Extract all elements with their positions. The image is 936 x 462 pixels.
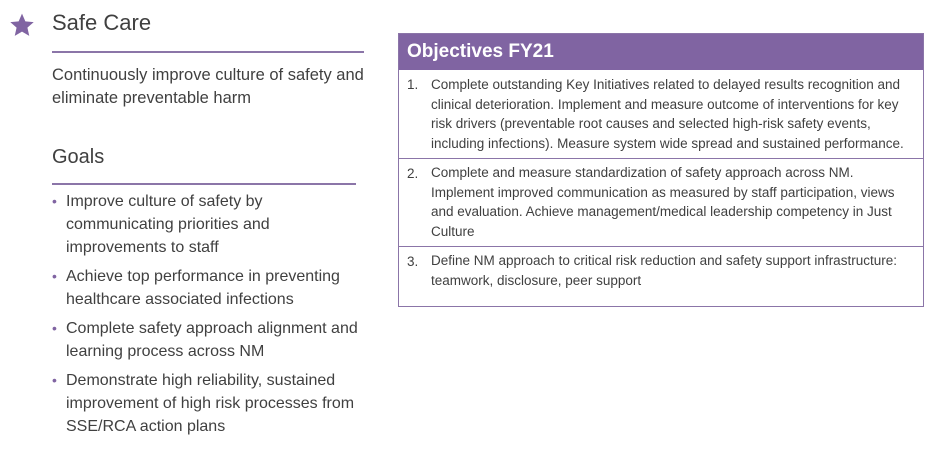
- goals-heading: Goals: [52, 146, 105, 168]
- goal-text: Complete safety approach alignment and learning process across NM: [66, 320, 358, 360]
- page-title: Safe Care: [52, 10, 152, 35]
- goals-divider: [52, 183, 356, 185]
- goal-text: Improve culture of safety by communicating priorities and improvements to staff: [66, 193, 270, 256]
- goal-item: [52, 190, 362, 259]
- objective-text: Complete outstanding Key Initiatives related to delayed results recognition and clinical deterioration. Implement and measure outcome of interventions for key risk drivers (preventable root causes and selected high-risk safety events, including infections). Measure system wide spread and sustained performance.: [431, 77, 904, 151]
- objectives-list: [399, 70, 923, 306]
- star-icon: [9, 12, 35, 38]
- goals-list: [52, 190, 362, 444]
- goal-item: [52, 369, 362, 438]
- bullet-icon: •: [52, 193, 57, 209]
- objective-number: 1.: [407, 77, 419, 92]
- bullet-icon: •: [52, 372, 57, 388]
- objective-number: 2.: [407, 166, 419, 181]
- objectives-box: [398, 33, 924, 307]
- goal-item: [52, 317, 362, 363]
- objective-item: [399, 246, 923, 306]
- objective-number: 3.: [407, 254, 419, 269]
- objective-item: [399, 70, 923, 158]
- objective-text: Complete and measure standardization of safety approach across NM. Implement improved communication as measured by staff participation, views and evaluation. Achieve management/medical leadership competency in Just Culture: [431, 165, 895, 239]
- objective-text: Define NM approach to critical risk reduction and safety support infrastructure: teamwork, disclosure, peer support: [431, 253, 897, 288]
- page-subtitle: Continuously improve culture of safety and eliminate preventable harm: [52, 66, 364, 107]
- objective-item: [399, 158, 923, 246]
- bullet-icon: •: [52, 320, 57, 336]
- objectives-heading: Objectives FY21: [399, 34, 923, 70]
- goal-text: Demonstrate high reliability, sustained improvement of high risk processes from SSE/RCA action plans: [66, 372, 355, 435]
- goal-text: Achieve top performance in preventing healthcare associated infections: [66, 268, 340, 308]
- title-divider: [52, 51, 364, 53]
- bullet-icon: •: [52, 268, 57, 284]
- goal-item: [52, 265, 362, 311]
